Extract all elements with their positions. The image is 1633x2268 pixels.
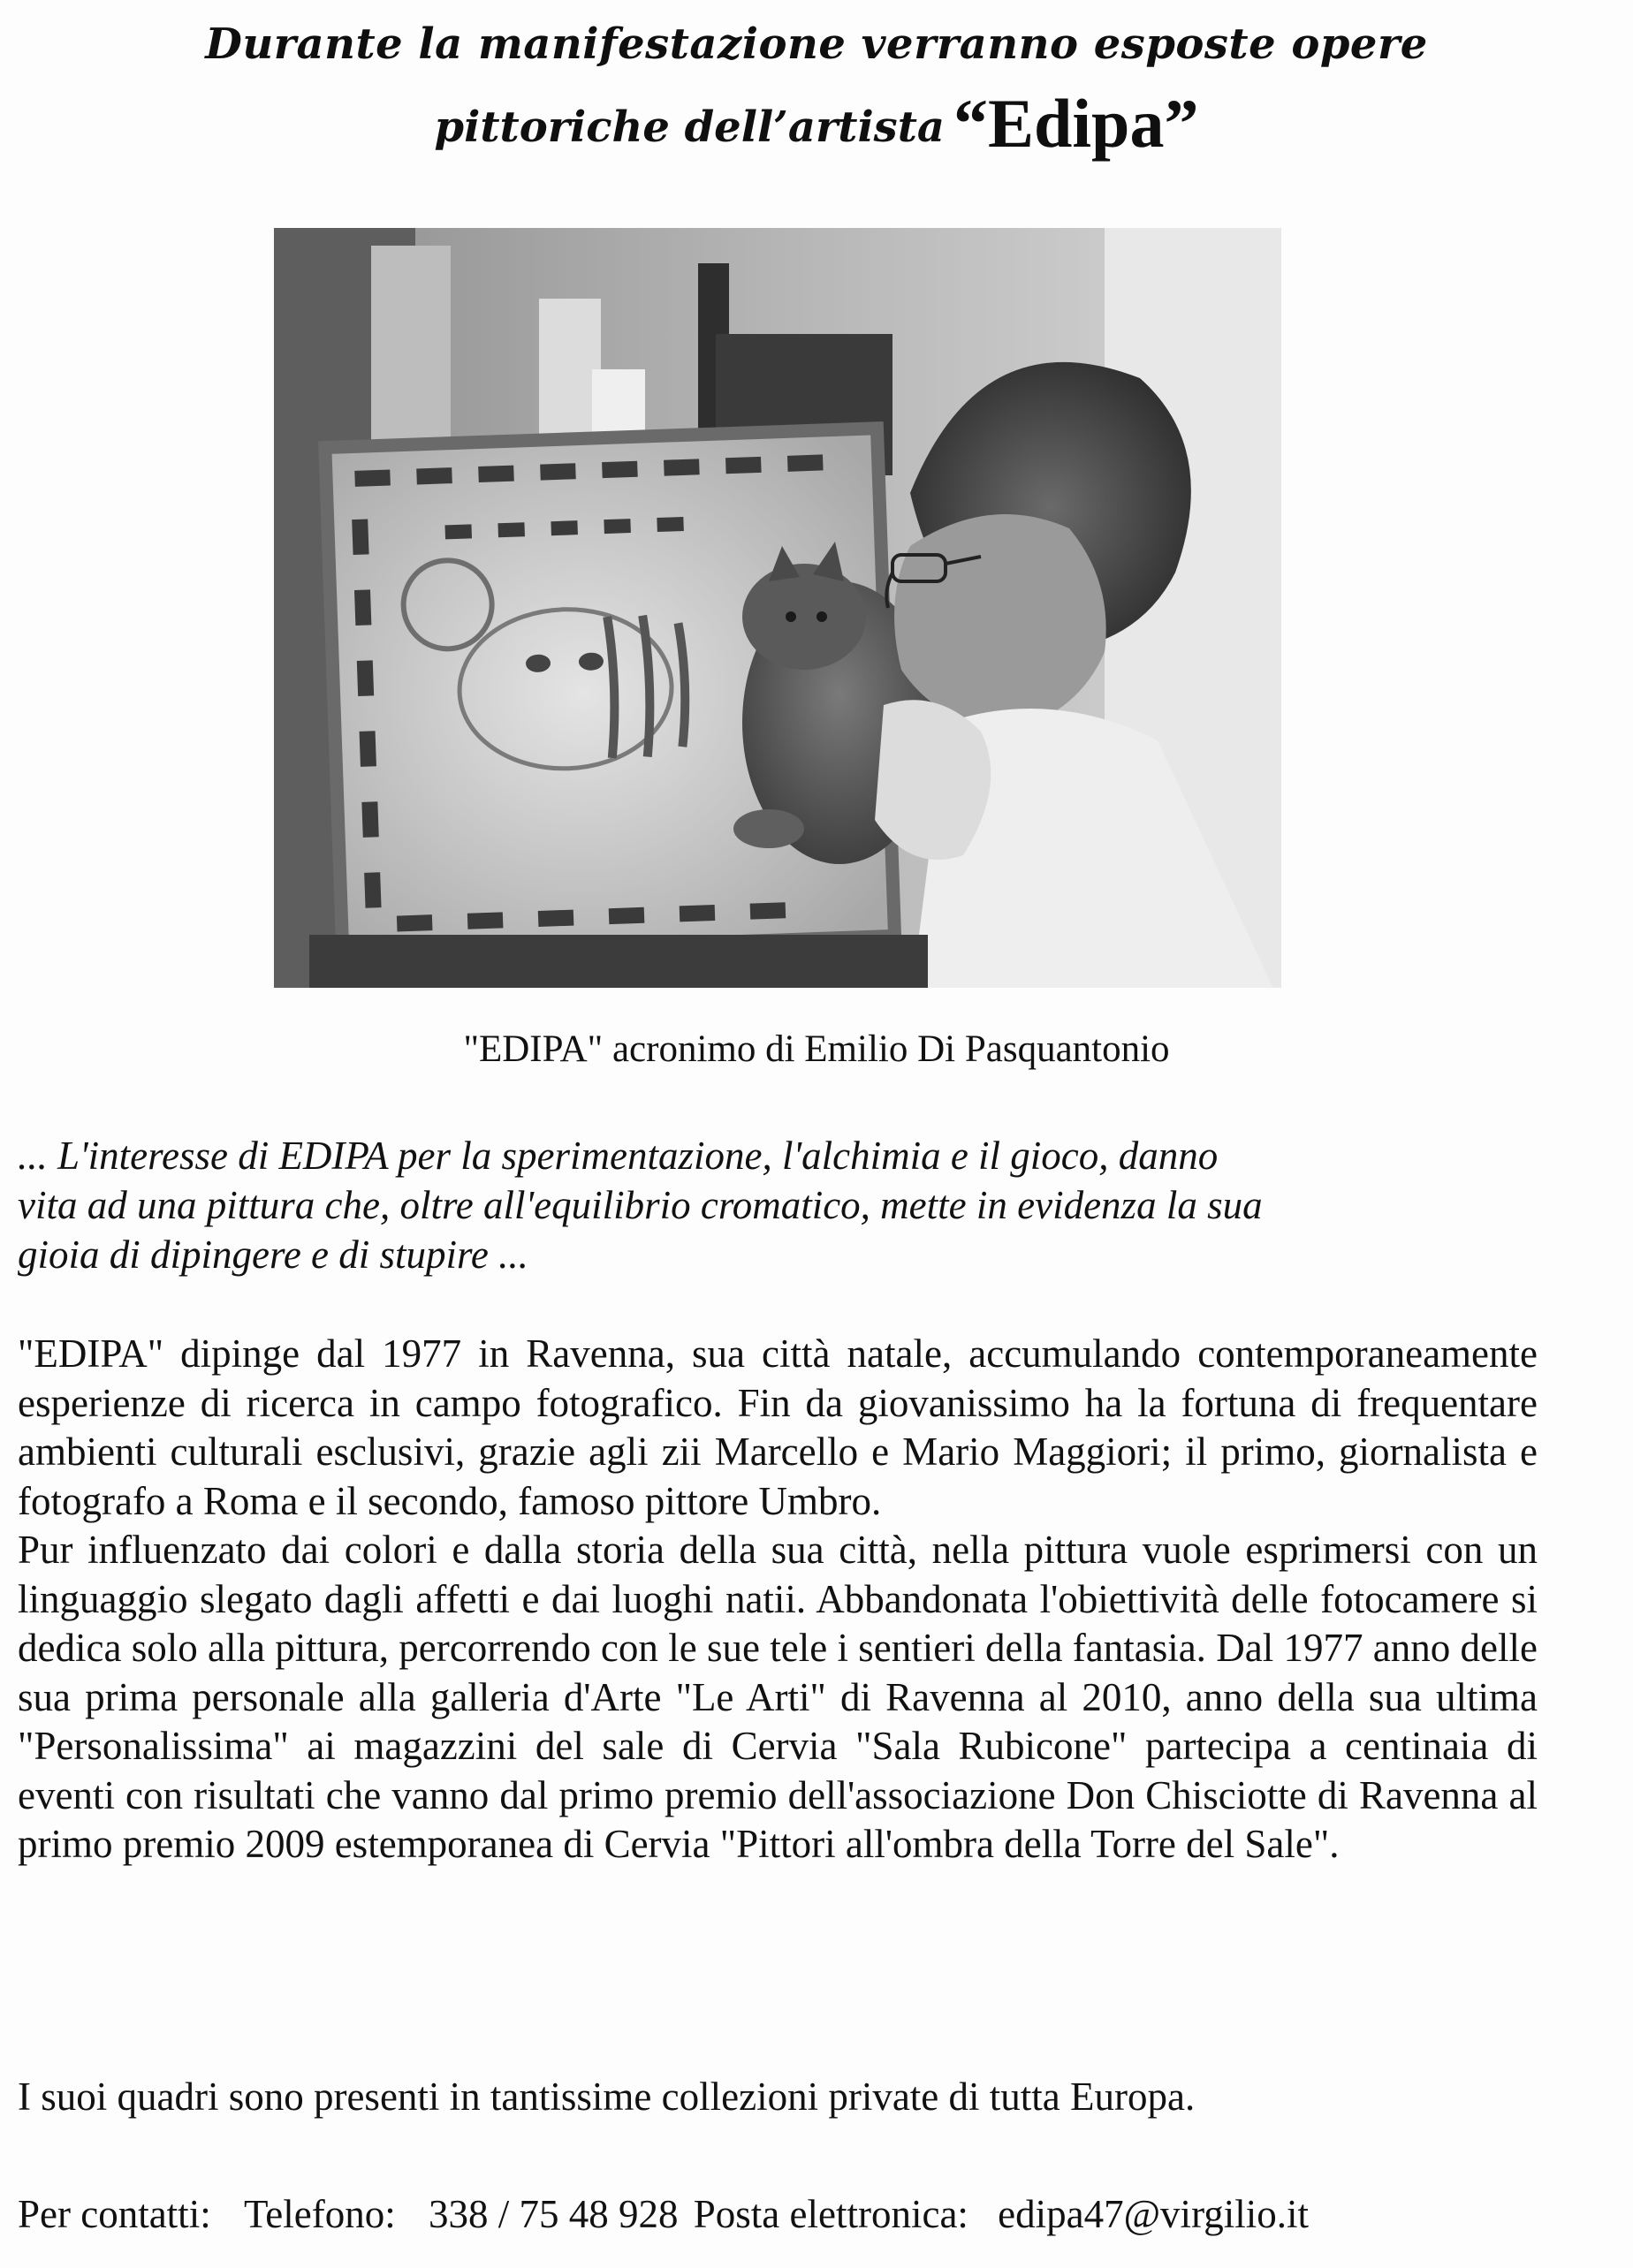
bio-paragraph-2: Pur influenzato dai colori e dalla storia della sua città, nella pittura vuole esprimersi con un linguaggio slegato dagli affetti e dai luoghi natii. Abbandonata l'obiettività delle fotocamere si dedica solo alla pittura, percorrendo con le sue tele i sentieri della fantasia. Dal 1977 anno delle sua prima personale alla galleria d'Arte "Le Arti" di Ravenna al 2010, anno della sua ultima "Personalissima" ai magazzini del sale di Cervia "Sala Rubicone" partecipa a centinaia di eventi con risultati che vanno dal primo premio dell'associazione Don Chisciotte di Ravenna al primo premio 2009 estemporanea di Cervia "Pittori all'ombra della Torre del Sale". (18, 1528, 1538, 1866)
critic-quote (18, 1131, 1502, 1279)
quote-line: gioia di dipingere e di stupire ... (18, 1233, 528, 1277)
collections-statement: I suoi quadri sono presenti in tantissime collezioni private di tutta Europa. (18, 2075, 1196, 2119)
artist-painting-with-cat-photo (274, 228, 1281, 988)
artist-name: “Edipa” (953, 85, 1199, 162)
artist-biography (18, 1330, 1538, 1870)
photo-caption: "EDIPA" acronimo di Emilio Di Pasquantonio (463, 1028, 1170, 1070)
quote-line: vita ad una pittura che, oltre all'equilibrio cromatico, mette in evidenza la sua (18, 1183, 1263, 1227)
header-line-2 (0, 80, 1633, 171)
phone-number: 338 / 75 48 928 (429, 2192, 679, 2236)
header-line-1: Durante la manifestazione verranno esposte opere (205, 19, 1428, 69)
email-address: edipa47@virgilio.it (998, 2192, 1309, 2236)
page-header (0, 16, 1633, 171)
bio-paragraph-1: "EDIPA" dipinge dal 1977 in Ravenna, sua città natale, accumulando contemporaneamente esperienze di ricerca in campo fotografico. Fin da giovanissimo ha la fortuna di frequentare ambienti culturali esclusivi, grazie agli zii Marcello e Mario Maggiori; il primo, giornalista e fotografo a Roma e il secondo, famoso pittore Umbro. (18, 1331, 1538, 1523)
email-label: Posta elettronica: (693, 2192, 968, 2236)
header-line-2-text: pittoriche dell’artista (434, 102, 945, 152)
contact-line (18, 2189, 1608, 2239)
artist-photo (274, 228, 1281, 988)
contact-label: Per contatti: (18, 2192, 211, 2236)
phone-label: Telefono: (243, 2192, 396, 2236)
quote-line: ... L'interesse di EDIPA per la sperimentazione, l'alchimia e il gioco, danno (18, 1134, 1219, 1178)
